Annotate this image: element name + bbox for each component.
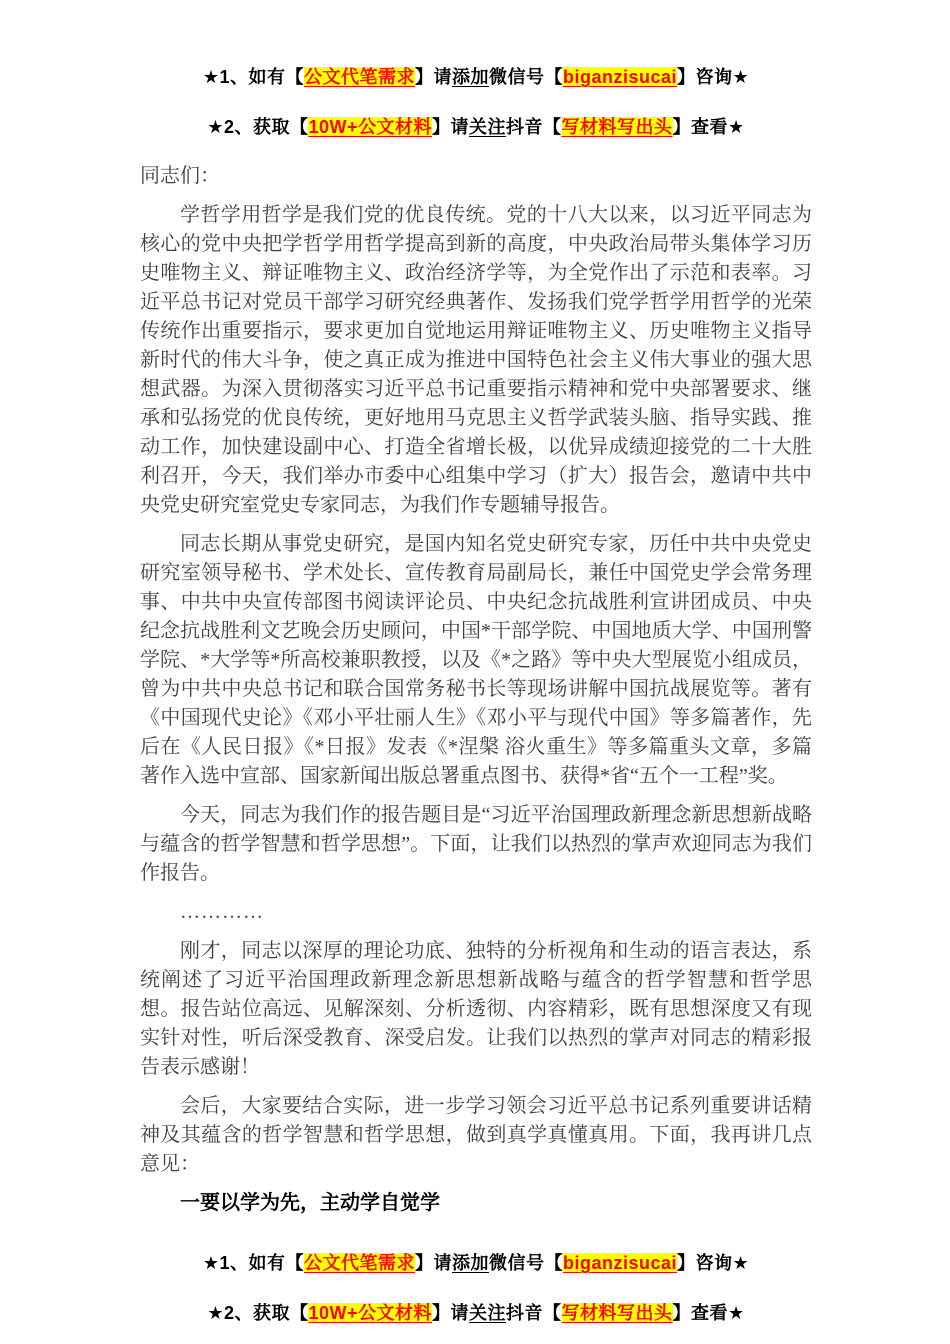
paragraph-speaker-bio: 同志长期从事党史研究，是国内知名党史研究专家，历任中共中央党史研究室领导秘书、学术处长、宣传教育局副局长，兼任中国党史学会常务理事、中共中央宣传部图书阅读评论员、中央纪念抗战胜利宣讲团成员、中央纪念抗战胜利文艺晚会历史顾问，中国*干部学院、中国地质大学、中国刑警学院、*大学等*所高校兼职教授，以及《*之路》等中央大型展览小组成员，曾为中共中央总书记和联合国常务秘书长等现场讲解中国抗战展览等。著有《中国现代史论》《邓小平壮丽人生》《邓小平与现代中国》等多篇著作，先后在《人民日报》《*日报》发表《*涅槃 浴火重生》等多篇重头文章，多篇著作入选中宣部、国家新闻出版总署重点图书、获得*省“五个一工程”奖。 — [140, 533, 812, 787]
promo-line1-highlight-wechat-id: biganzisucai — [562, 67, 678, 87]
promo-footer-line2-bracket-text: 】请 — [432, 1303, 470, 1323]
promo-footer-line2-highlight-materials: 10W+公文材料 — [308, 1303, 433, 1323]
promo-line1-suffix: 】咨询★ — [677, 67, 750, 87]
promo-footer-line2-prefix: ★2、获取【 — [207, 1303, 309, 1323]
promo-footer-line2-highlight-douyin-account: 写材料写出头 — [561, 1303, 673, 1323]
promo-line2-highlight-materials: 10W+公文材料 — [308, 117, 433, 137]
promo-line2-douyin-label: 抖音【 — [506, 117, 562, 137]
promo-line2-bracket-text: 】请 — [432, 117, 470, 137]
paragraph-intro: 学哲学用哲学是我们党的优良传统。党的十八大以来，以习近平同志为核心的党中央把学哲学用哲学提高到新的高度，中央政治局带头集体学习历史唯物主义、辩证唯物主义、政治经济学等，为全党作出了示范和表率。习近平总书记对党员干部学习研究经典著作、发扬我们党学哲学用哲学的光荣传统作出重要指示，要求更加自觉地运用辩证唯物主义、历史唯物主义指导新时代的伟大斗争，使之真正成为推进中国特色社会主义伟大事业的强大思想武器。为深入贯彻落实习近平总书记重要指示精神和党中央部署要求、继承和弘扬党的优良传统，更好地用马克思主义哲学武装头脑、指导实践、推动工作，加快建设副中心、打造全省增长极，以优异成绩迎接党的二十大胜利召开，今天，我们举办市委中心组集中学习（扩大）报告会，邀请中共中央党史研究室党史专家同志，为我们作专题辅导报告。 — [140, 204, 812, 516]
paragraph-report-title: 今天，同志为我们作的报告题目是“习近平治国理政新理念新思想新战略与蕴含的哲学智慧和哲学思想”。下面，让我们以热烈的掌声欢迎同志为我们作报告。 — [140, 804, 812, 884]
promo-line1-highlight-service: 公文代笔需求 — [303, 67, 415, 87]
promo-footer-line2-douyin-label: 抖音【 — [506, 1303, 562, 1323]
sub-heading-first-point: 一要以学为先，主动学自觉学 — [180, 1192, 440, 1214]
promo-line1-wechat-label: 微信号【 — [488, 67, 563, 87]
promo-line1-prefix: ★1、如有【 — [202, 67, 304, 87]
promo-footer-line-1 — [140, 1250, 812, 1277]
promo-footer-line1-suffix: 】咨询★ — [677, 1253, 750, 1273]
promo-footer-line1-bracket-text: 】请 — [414, 1253, 452, 1273]
promo-footer-line1-wechat-label: 微信号【 — [488, 1253, 563, 1273]
promo-footer-line1-highlight-service: 公文代笔需求 — [303, 1253, 415, 1273]
promo-line2-prefix: ★2、获取【 — [207, 117, 309, 137]
promo-footer-line1-highlight-wechat-id: biganzisucai — [562, 1253, 678, 1273]
promo-header-line-1 — [140, 64, 812, 91]
salutation: 同志们： — [140, 165, 220, 187]
promo-header-line-2 — [140, 114, 812, 141]
document-body — [140, 162, 812, 1218]
promo-footer-line-2 — [140, 1300, 812, 1327]
promo-footer-line2-underline-follow: 关注 — [469, 1303, 507, 1323]
promo-footer-line2-suffix: 】查看★ — [672, 1303, 745, 1323]
ellipsis-line: ………… — [180, 901, 264, 923]
promo-line2-suffix: 】查看★ — [672, 117, 745, 137]
promo-line2-highlight-douyin-account: 写材料写出头 — [561, 117, 673, 137]
paragraph-followup: 会后，大家要结合实际，进一步学习领会习近平总书记系列重要讲话精神及其蕴含的哲学智慧和哲学思想，做到真学真懂真用。下面，我再讲几点意见： — [140, 1095, 812, 1175]
promo-header — [140, 64, 812, 141]
promo-line2-underline-follow: 关注 — [469, 117, 507, 137]
promo-footer-line1-prefix: ★1、如有【 — [202, 1253, 304, 1273]
promo-line1-bracket-text: 】请 — [414, 67, 452, 87]
promo-line1-underline-add: 添加 — [451, 67, 489, 87]
promo-footer-line1-underline-add: 添加 — [451, 1253, 489, 1273]
promo-footer — [140, 1250, 812, 1327]
paragraph-thanks: 刚才，同志以深厚的理论功底、独特的分析视角和生动的语言表达，系统阐述了习近平治国理政新理念新思想新战略与蕴含的哲学智慧和哲学思想。报告站位高远、见解深刻、分析透彻、内容精彩，既有思想深度又有现实针对性，听后深受教育、深受启发。让我们以热烈的掌声对同志的精彩报告表示感谢！ — [140, 940, 812, 1078]
